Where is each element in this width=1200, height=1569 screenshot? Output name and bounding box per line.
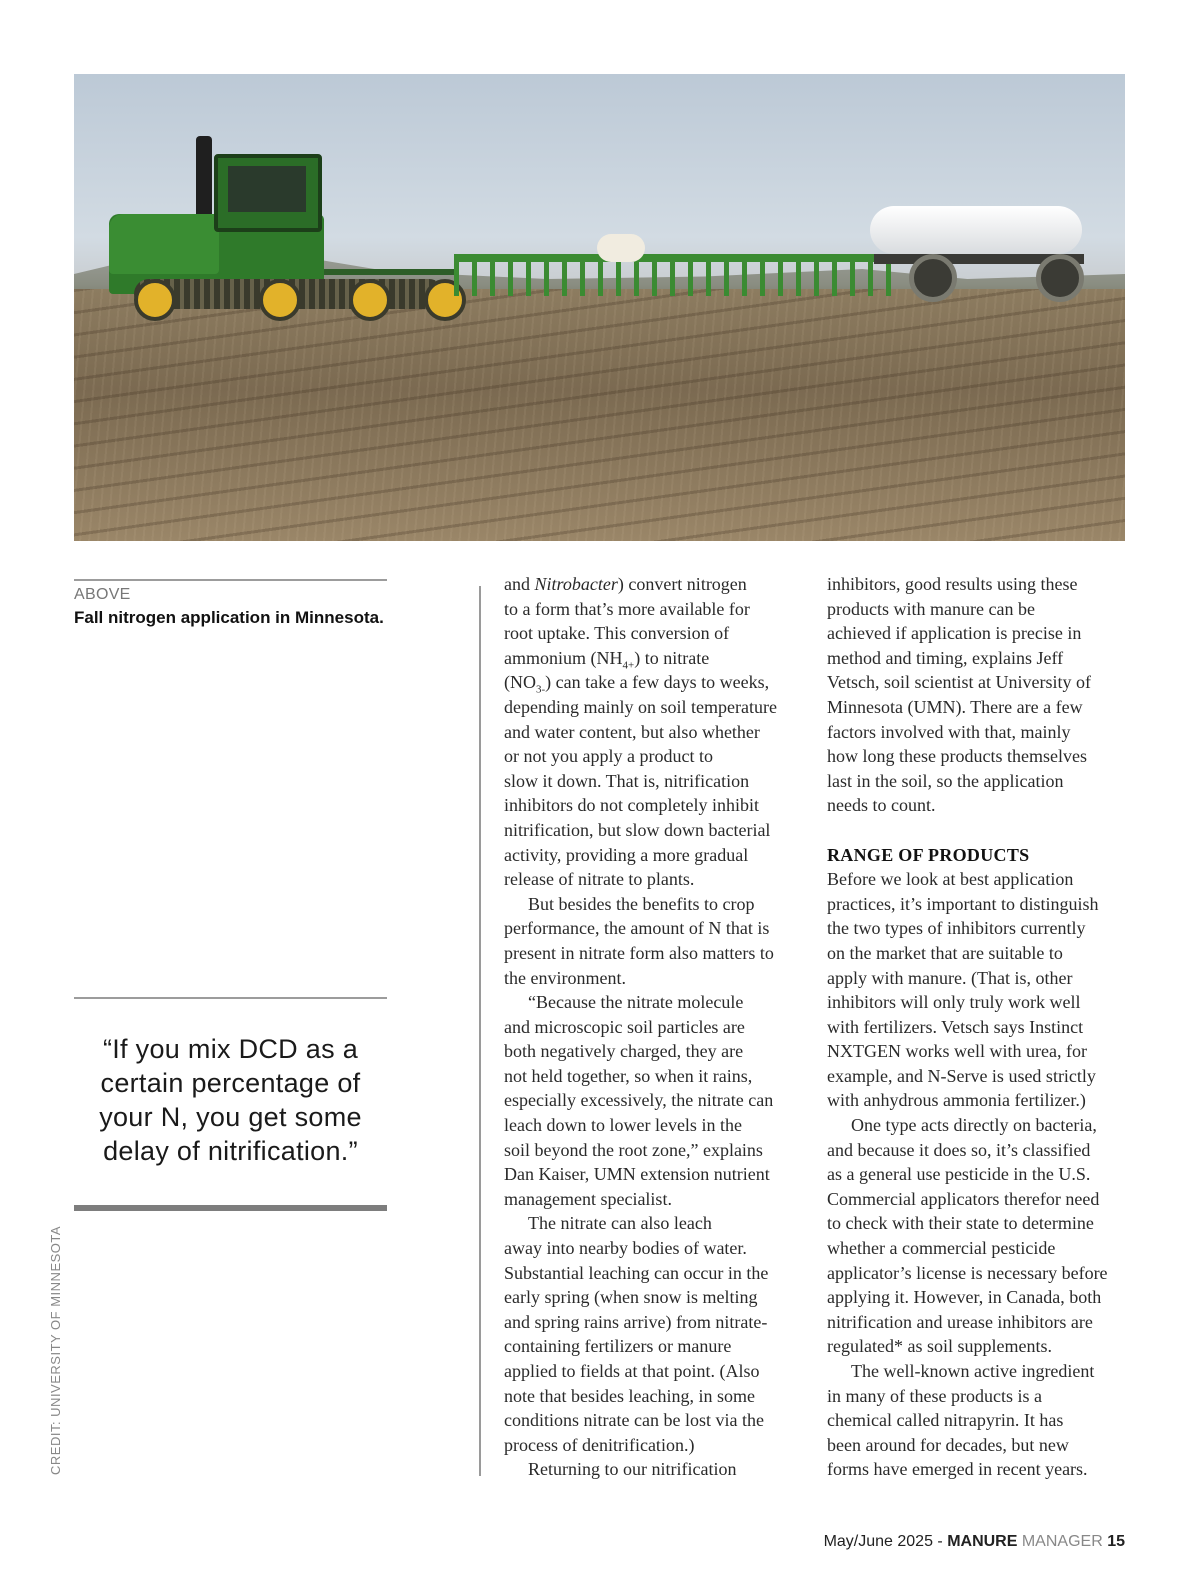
text-line: activity, providing a more gradual — [504, 844, 749, 865]
text-line: ammonium $(NH_{4+})$ to nitrate — [504, 647, 710, 672]
text-line: “Because the nitrate molecule — [528, 992, 744, 1013]
text-line: slow it down. That is, nitrification — [504, 770, 750, 791]
tank-trailer-wheel — [1036, 254, 1084, 302]
caption-rule — [74, 579, 387, 581]
pullquote-line: certain percentage of — [100, 1068, 361, 1098]
pullquote-bottom-rule — [74, 1205, 387, 1211]
text-line: containing fertilizers or manure — [504, 1336, 732, 1357]
text-line: inhibitors, good results using these — [827, 574, 1078, 594]
text-line: inhibitors will only truly work well — [827, 992, 1081, 1013]
text-line: Commercial applicators therefor need — [827, 1188, 1100, 1209]
text-line: not held together, so when it rains, — [504, 1065, 753, 1086]
tractor-wheel — [259, 279, 301, 321]
text-line: factors involved with that, mainly — [827, 721, 1071, 742]
text-line: as a general use pesticide in the U.S. — [827, 1164, 1091, 1185]
caption-label: ABOVE — [74, 586, 131, 603]
tractor-wheel — [134, 279, 176, 321]
text-line: The nitrate can also leach — [528, 1213, 712, 1234]
pullquote-line: your N, you get some — [99, 1102, 362, 1132]
applicator-toolbar — [454, 254, 904, 296]
caption-text: Fall nitrogen application in Minnesota. — [74, 608, 384, 627]
pullquote — [74, 1032, 387, 1168]
text-line: soil beyond the root zone,” explains — [504, 1139, 763, 1160]
text-line: example, and N-Serve is used strictly — [827, 1065, 1096, 1086]
text-line: root uptake. This conversion of — [504, 623, 730, 644]
text-line: with fertilizers. Vetsch says Instinct — [827, 1016, 1084, 1037]
text-line: process of denitrification.) — [504, 1434, 695, 1455]
text-line: whether a commercial pesticide — [827, 1238, 1056, 1259]
text-line: and spring rains arrive) from nitrate- — [504, 1311, 768, 1332]
text-line: management specialist. — [504, 1188, 672, 1209]
text-line: Before we look at best application — [827, 869, 1074, 890]
text-line: Returning to our nitrification — [528, 1459, 737, 1480]
text-line: leach down to lower levels in the — [504, 1115, 742, 1136]
text-line: last in the soil, so the application — [827, 770, 1064, 791]
text-line: and because it does so, it’s classified — [827, 1139, 1091, 1160]
text-line: the environment. — [504, 967, 626, 988]
text-line: in many of these products is a — [827, 1385, 1042, 1406]
text-line: or not you apply a product to — [504, 746, 713, 767]
tractor-photo — [74, 74, 1125, 541]
text-line: and water content, but also whether — [504, 721, 760, 742]
text-line: But besides the benefits to crop — [528, 893, 755, 914]
tractor-hitch — [324, 269, 454, 275]
pullquote-rule — [74, 997, 387, 999]
page-number: 15 — [1107, 1533, 1125, 1550]
text-line: applicator’s license is necessary before — [827, 1262, 1108, 1283]
text-line: achieved if application is precise in — [827, 623, 1082, 644]
text-line: to check with their state to determine — [827, 1213, 1094, 1234]
text-line: method and timing, explains Jeff — [827, 647, 1064, 668]
text-line: early spring (when snow is melting — [504, 1287, 758, 1308]
tractor-cab — [214, 154, 322, 232]
magazine-name-light: MANAGER — [1017, 1533, 1108, 1550]
magazine-name-bold: MANURE — [947, 1533, 1018, 1550]
text-line: release of nitrate to plants. — [504, 869, 695, 890]
text-line: on the market that are suitable to — [827, 942, 1063, 963]
article-column-1 — [504, 572, 804, 1482]
text-line: practices, it’s important to distinguish — [827, 893, 1099, 914]
text-line: both negatively charged, they are — [504, 1041, 744, 1062]
text-line: chemical called nitrapyrin. It has — [827, 1410, 1064, 1431]
text-line: forms have emerged in recent years. — [827, 1459, 1088, 1480]
article-column-2 — [827, 572, 1127, 1482]
tank-trailer-wheel — [909, 254, 957, 302]
text-line: nitrification and urease inhibitors are — [827, 1311, 1093, 1332]
tractor-wheel — [349, 279, 391, 321]
text-line: to a form that’s more available for — [504, 598, 750, 619]
small-tank — [597, 234, 645, 262]
text-line: depending mainly on soil temperature — [504, 696, 777, 717]
text-line: conditions nitrate can be lost via the — [504, 1410, 764, 1431]
pullquote-line: “If you mix DCD as a — [102, 1034, 359, 1064]
text-line: apply with manure. (That is, other — [827, 967, 1073, 988]
photo-credit: CREDIT: UNIVERSITY OF MINNESOTA — [48, 1225, 63, 1475]
text-line: and microscopic soil particles are — [504, 1016, 745, 1037]
text-line: with anhydrous ammonia fertilizer.) — [827, 1090, 1086, 1111]
text-line: needs to count. — [827, 795, 936, 816]
text-line: The well-known active ingredient — [851, 1361, 1095, 1381]
column-divider — [479, 586, 481, 1476]
text-line: One type acts directly on bacteria, — [851, 1115, 1097, 1136]
text-line: performance, the amount of N that is — [504, 918, 770, 939]
text-line: away into nearby bodies of water. — [504, 1238, 747, 1259]
text-line: $(NO_{3-})$ can take a few days to weeks, — [504, 672, 770, 696]
text-line: nitrification, but slow down bacterial — [504, 819, 771, 840]
text-line: inhibitors do not completely inhibit — [504, 795, 759, 816]
text-line: applying it. However, in Canada, both — [827, 1287, 1102, 1308]
tractor-hood — [109, 214, 219, 274]
pullquote-line: delay of nitrification.” — [103, 1136, 358, 1166]
page-footer — [824, 1533, 1125, 1551]
text-line: present in nitrate form also matters to — [504, 942, 774, 963]
text-line: Dan Kaiser, UMN extension nutrient — [504, 1164, 770, 1185]
tractor-exhaust — [196, 136, 212, 221]
issue-date: May/June 2025 - — [823, 1533, 948, 1550]
text-line: Minnesota (UMN). There are a few — [827, 696, 1083, 717]
plowed-field — [74, 289, 1125, 541]
text-line: especially excessively, the nitrate can — [504, 1090, 774, 1111]
text-line: note that besides leaching, in some — [504, 1385, 755, 1406]
text-line: NXTGEN works well with urea, for — [827, 1041, 1087, 1062]
text-line: applied to fields at that point. (Also — [504, 1361, 760, 1381]
text-line: the two types of inhibitors currently — [827, 918, 1086, 939]
text-line: regulated* as soil supplements. — [827, 1336, 1052, 1357]
text-line: been around for decades, but new — [827, 1434, 1069, 1455]
text-line: and Nitrobacter) convert nitrogen — [504, 574, 747, 594]
text-line: how long these products themselves — [827, 746, 1087, 767]
text-line: Vetsch, soil scientist at University of — [827, 672, 1091, 693]
ammonia-tank — [954, 206, 1082, 254]
section-heading: RANGE OF PRODUCTS — [827, 844, 1030, 865]
text-line: Substantial leaching can occur in the — [504, 1262, 769, 1283]
text-line: products with manure can be — [827, 598, 1035, 619]
